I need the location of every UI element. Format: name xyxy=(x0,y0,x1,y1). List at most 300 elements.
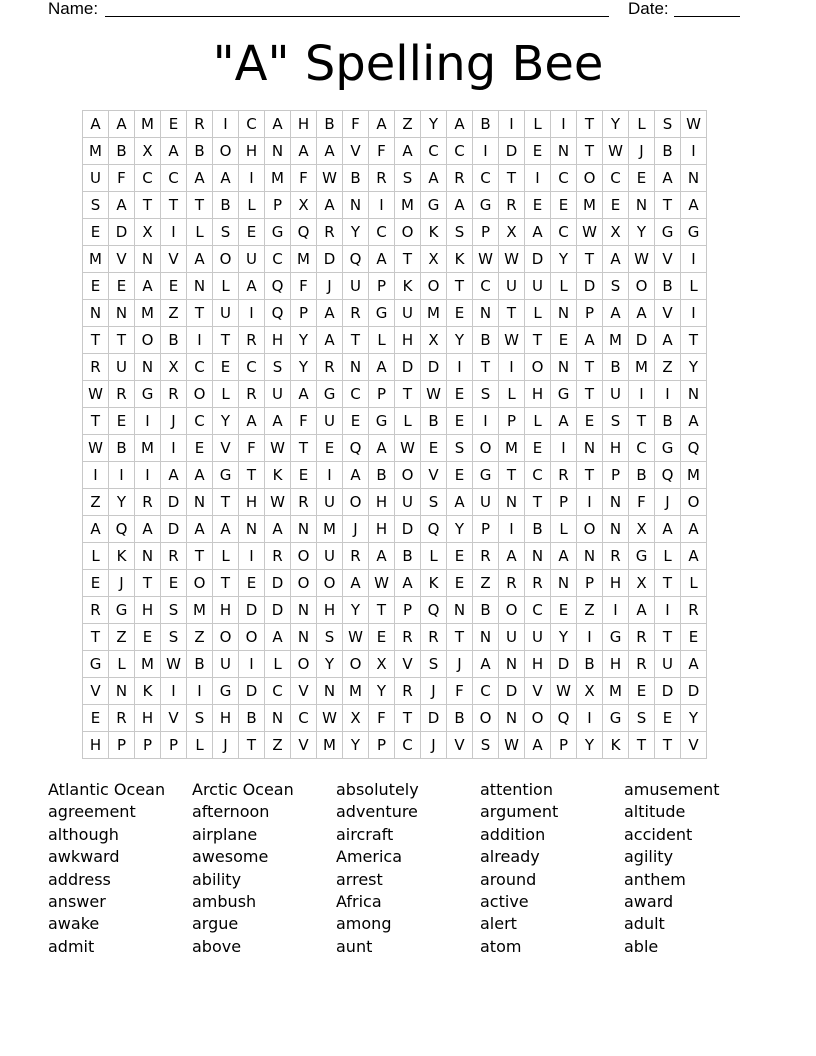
grid-letter[interactable]: U xyxy=(395,489,421,516)
grid-letter[interactable]: H xyxy=(265,327,291,354)
grid-letter[interactable]: I xyxy=(239,543,265,570)
grid-letter[interactable]: B xyxy=(343,165,369,192)
grid-letter[interactable]: A xyxy=(109,192,135,219)
grid-letter[interactable]: O xyxy=(187,570,213,597)
grid-letter[interactable]: P xyxy=(499,408,525,435)
grid-letter[interactable]: A xyxy=(135,516,161,543)
grid-letter[interactable]: H xyxy=(291,111,317,138)
grid-letter[interactable]: E xyxy=(681,624,707,651)
grid-letter[interactable]: T xyxy=(135,192,161,219)
grid-letter[interactable]: B xyxy=(577,651,603,678)
grid-letter[interactable]: D xyxy=(161,489,187,516)
grid-letter[interactable]: Q xyxy=(421,597,447,624)
grid-letter[interactable]: B xyxy=(655,138,681,165)
grid-letter[interactable]: R xyxy=(109,381,135,408)
grid-letter[interactable]: I xyxy=(655,597,681,624)
grid-letter[interactable]: T xyxy=(187,192,213,219)
grid-letter[interactable]: E xyxy=(551,327,577,354)
grid-letter[interactable]: Y xyxy=(421,111,447,138)
grid-letter[interactable]: S xyxy=(161,597,187,624)
grid-letter[interactable]: N xyxy=(343,192,369,219)
grid-letter[interactable]: M xyxy=(395,192,421,219)
grid-letter[interactable]: R xyxy=(473,543,499,570)
grid-letter[interactable]: E xyxy=(525,435,551,462)
grid-letter[interactable]: C xyxy=(187,408,213,435)
grid-letter[interactable]: L xyxy=(681,570,707,597)
grid-letter[interactable]: I xyxy=(681,138,707,165)
grid-letter[interactable]: O xyxy=(213,246,239,273)
grid-letter[interactable]: D xyxy=(551,651,577,678)
grid-letter[interactable]: F xyxy=(369,705,395,732)
grid-letter[interactable]: A xyxy=(265,111,291,138)
grid-letter[interactable]: S xyxy=(629,705,655,732)
name-blank[interactable] xyxy=(105,16,609,17)
grid-letter[interactable]: Z xyxy=(187,624,213,651)
grid-letter[interactable]: D xyxy=(655,678,681,705)
grid-letter[interactable]: E xyxy=(447,300,473,327)
grid-letter[interactable]: D xyxy=(395,354,421,381)
grid-letter[interactable]: Q xyxy=(551,705,577,732)
grid-letter[interactable]: X xyxy=(603,219,629,246)
grid-letter[interactable]: W xyxy=(343,624,369,651)
grid-letter[interactable]: L xyxy=(525,111,551,138)
grid-letter[interactable]: Y xyxy=(343,732,369,759)
grid-letter[interactable]: T xyxy=(681,327,707,354)
grid-letter[interactable]: W xyxy=(421,381,447,408)
grid-letter[interactable]: U xyxy=(499,273,525,300)
grid-letter[interactable]: E xyxy=(161,570,187,597)
grid-letter[interactable]: A xyxy=(239,273,265,300)
grid-letter[interactable]: K xyxy=(447,246,473,273)
grid-letter[interactable]: A xyxy=(603,246,629,273)
grid-letter[interactable]: Z xyxy=(265,732,291,759)
grid-letter[interactable]: T xyxy=(83,327,109,354)
grid-letter[interactable]: S xyxy=(447,219,473,246)
grid-letter[interactable]: Y xyxy=(343,597,369,624)
grid-letter[interactable]: M xyxy=(135,651,161,678)
grid-letter[interactable]: V xyxy=(525,678,551,705)
grid-letter[interactable]: H xyxy=(395,327,421,354)
grid-letter[interactable]: I xyxy=(577,705,603,732)
grid-letter[interactable]: E xyxy=(525,138,551,165)
grid-letter[interactable]: L xyxy=(83,543,109,570)
grid-letter[interactable]: M xyxy=(499,435,525,462)
grid-letter[interactable]: T xyxy=(239,462,265,489)
grid-letter[interactable]: V xyxy=(395,651,421,678)
grid-letter[interactable]: C xyxy=(265,246,291,273)
grid-letter[interactable]: X xyxy=(135,219,161,246)
grid-letter[interactable]: Z xyxy=(473,570,499,597)
grid-letter[interactable]: G xyxy=(603,705,629,732)
grid-letter[interactable]: O xyxy=(499,597,525,624)
grid-letter[interactable]: A xyxy=(369,543,395,570)
grid-letter[interactable]: S xyxy=(317,624,343,651)
grid-letter[interactable]: L xyxy=(629,111,655,138)
grid-letter[interactable]: C xyxy=(473,273,499,300)
grid-letter[interactable]: C xyxy=(421,138,447,165)
grid-letter[interactable]: O xyxy=(525,705,551,732)
grid-letter[interactable]: N xyxy=(291,624,317,651)
grid-letter[interactable]: U xyxy=(655,651,681,678)
grid-letter[interactable]: I xyxy=(499,111,525,138)
grid-letter[interactable]: T xyxy=(395,246,421,273)
grid-letter[interactable]: C xyxy=(369,219,395,246)
grid-letter[interactable]: J xyxy=(343,516,369,543)
grid-letter[interactable]: M xyxy=(83,246,109,273)
grid-letter[interactable]: F xyxy=(239,435,265,462)
grid-letter[interactable]: C xyxy=(629,435,655,462)
grid-letter[interactable]: G xyxy=(109,597,135,624)
grid-letter[interactable]: B xyxy=(525,516,551,543)
grid-letter[interactable]: X xyxy=(135,138,161,165)
grid-letter[interactable]: A xyxy=(551,408,577,435)
grid-letter[interactable]: T xyxy=(499,462,525,489)
grid-letter[interactable]: E xyxy=(239,219,265,246)
grid-letter[interactable]: B xyxy=(629,462,655,489)
grid-letter[interactable]: V xyxy=(161,246,187,273)
grid-letter[interactable]: S xyxy=(187,705,213,732)
grid-letter[interactable]: T xyxy=(577,354,603,381)
grid-letter[interactable]: R xyxy=(421,624,447,651)
grid-letter[interactable]: O xyxy=(395,219,421,246)
grid-letter[interactable]: B xyxy=(655,273,681,300)
grid-letter[interactable]: O xyxy=(291,651,317,678)
grid-letter[interactable]: T xyxy=(135,570,161,597)
grid-letter[interactable]: V xyxy=(421,462,447,489)
grid-letter[interactable]: H xyxy=(603,435,629,462)
grid-letter[interactable]: T xyxy=(213,570,239,597)
grid-letter[interactable]: O xyxy=(473,435,499,462)
grid-letter[interactable]: U xyxy=(525,273,551,300)
grid-letter[interactable]: S xyxy=(83,192,109,219)
grid-letter[interactable]: T xyxy=(577,138,603,165)
grid-letter[interactable]: T xyxy=(239,732,265,759)
grid-letter[interactable]: D xyxy=(629,327,655,354)
grid-letter[interactable]: A xyxy=(317,327,343,354)
grid-letter[interactable]: S xyxy=(473,381,499,408)
grid-letter[interactable]: T xyxy=(655,732,681,759)
grid-letter[interactable]: S xyxy=(655,111,681,138)
grid-letter[interactable]: T xyxy=(447,624,473,651)
grid-letter[interactable]: W xyxy=(577,219,603,246)
grid-letter[interactable]: O xyxy=(213,624,239,651)
grid-letter[interactable]: C xyxy=(551,165,577,192)
grid-letter[interactable]: P xyxy=(577,570,603,597)
grid-letter[interactable]: T xyxy=(395,381,421,408)
grid-letter[interactable]: G xyxy=(213,462,239,489)
grid-letter[interactable]: C xyxy=(447,138,473,165)
grid-letter[interactable]: T xyxy=(629,408,655,435)
grid-letter[interactable]: I xyxy=(603,597,629,624)
grid-letter[interactable]: K xyxy=(265,462,291,489)
grid-letter[interactable]: Q xyxy=(655,462,681,489)
grid-letter[interactable]: B xyxy=(473,327,499,354)
grid-letter[interactable]: E xyxy=(213,354,239,381)
grid-letter[interactable]: A xyxy=(369,354,395,381)
grid-letter[interactable]: L xyxy=(525,300,551,327)
grid-letter[interactable]: M xyxy=(135,111,161,138)
grid-letter[interactable]: A xyxy=(135,273,161,300)
grid-letter[interactable]: Z xyxy=(83,489,109,516)
grid-letter[interactable]: X xyxy=(629,516,655,543)
grid-letter[interactable]: E xyxy=(187,435,213,462)
grid-letter[interactable]: M xyxy=(681,462,707,489)
grid-letter[interactable]: T xyxy=(83,624,109,651)
grid-letter[interactable]: P xyxy=(135,732,161,759)
grid-letter[interactable]: E xyxy=(447,408,473,435)
grid-letter[interactable]: N xyxy=(499,705,525,732)
grid-letter[interactable]: A xyxy=(525,219,551,246)
grid-letter[interactable]: S xyxy=(603,273,629,300)
grid-letter[interactable]: L xyxy=(655,543,681,570)
grid-letter[interactable]: D xyxy=(317,246,343,273)
grid-letter[interactable]: D xyxy=(239,597,265,624)
grid-letter[interactable]: Q xyxy=(343,246,369,273)
grid-letter[interactable]: A xyxy=(681,651,707,678)
grid-letter[interactable]: E xyxy=(291,462,317,489)
grid-letter[interactable]: I xyxy=(161,219,187,246)
grid-letter[interactable]: J xyxy=(655,489,681,516)
grid-letter[interactable]: T xyxy=(109,327,135,354)
grid-letter[interactable]: R xyxy=(161,381,187,408)
grid-letter[interactable]: M xyxy=(187,597,213,624)
grid-letter[interactable]: U xyxy=(499,624,525,651)
grid-letter[interactable]: W xyxy=(161,651,187,678)
grid-letter[interactable]: W xyxy=(551,678,577,705)
grid-letter[interactable]: A xyxy=(187,246,213,273)
grid-letter[interactable]: R xyxy=(395,678,421,705)
grid-letter[interactable]: N xyxy=(681,381,707,408)
grid-letter[interactable]: O xyxy=(343,489,369,516)
grid-letter[interactable]: F xyxy=(343,111,369,138)
grid-letter[interactable]: A xyxy=(681,516,707,543)
grid-letter[interactable]: G xyxy=(473,192,499,219)
grid-letter[interactable]: T xyxy=(395,705,421,732)
grid-letter[interactable]: I xyxy=(473,408,499,435)
grid-letter[interactable]: B xyxy=(421,408,447,435)
grid-letter[interactable]: T xyxy=(577,111,603,138)
grid-letter[interactable]: I xyxy=(551,435,577,462)
grid-letter[interactable]: D xyxy=(577,273,603,300)
grid-letter[interactable]: T xyxy=(525,489,551,516)
grid-letter[interactable]: X xyxy=(499,219,525,246)
grid-letter[interactable]: A xyxy=(655,516,681,543)
grid-letter[interactable]: O xyxy=(135,327,161,354)
grid-letter[interactable]: N xyxy=(603,489,629,516)
grid-letter[interactable]: H xyxy=(239,489,265,516)
grid-letter[interactable]: A xyxy=(83,516,109,543)
grid-letter[interactable]: A xyxy=(291,138,317,165)
grid-letter[interactable]: S xyxy=(265,354,291,381)
grid-letter[interactable]: E xyxy=(83,705,109,732)
grid-letter[interactable]: O xyxy=(239,624,265,651)
grid-letter[interactable]: R xyxy=(551,462,577,489)
grid-letter[interactable]: A xyxy=(655,165,681,192)
grid-letter[interactable]: A xyxy=(681,192,707,219)
grid-letter[interactable]: L xyxy=(681,273,707,300)
grid-letter[interactable]: W xyxy=(265,435,291,462)
grid-letter[interactable]: H xyxy=(83,732,109,759)
grid-letter[interactable]: R xyxy=(525,570,551,597)
grid-letter[interactable]: A xyxy=(551,543,577,570)
grid-letter[interactable]: C xyxy=(239,111,265,138)
grid-letter[interactable]: N xyxy=(291,516,317,543)
grid-letter[interactable]: E xyxy=(447,543,473,570)
grid-letter[interactable]: J xyxy=(213,732,239,759)
grid-letter[interactable]: A xyxy=(447,489,473,516)
grid-letter[interactable]: X xyxy=(577,678,603,705)
grid-letter[interactable]: I xyxy=(317,462,343,489)
grid-letter[interactable]: N xyxy=(109,678,135,705)
grid-letter[interactable]: E xyxy=(525,192,551,219)
grid-letter[interactable]: Q xyxy=(265,300,291,327)
grid-letter[interactable]: I xyxy=(213,111,239,138)
grid-letter[interactable]: W xyxy=(499,246,525,273)
grid-letter[interactable]: I xyxy=(109,462,135,489)
grid-letter[interactable]: E xyxy=(603,192,629,219)
grid-letter[interactable]: J xyxy=(629,138,655,165)
grid-letter[interactable]: E xyxy=(343,408,369,435)
grid-letter[interactable]: A xyxy=(161,138,187,165)
grid-letter[interactable]: G xyxy=(317,381,343,408)
grid-letter[interactable]: J xyxy=(421,732,447,759)
grid-letter[interactable]: I xyxy=(681,300,707,327)
grid-letter[interactable]: A xyxy=(83,111,109,138)
grid-letter[interactable]: U xyxy=(317,489,343,516)
grid-letter[interactable]: S xyxy=(213,219,239,246)
grid-letter[interactable]: L xyxy=(395,408,421,435)
grid-letter[interactable]: T xyxy=(577,381,603,408)
grid-letter[interactable]: C xyxy=(291,705,317,732)
grid-letter[interactable]: D xyxy=(109,219,135,246)
grid-letter[interactable]: Q xyxy=(681,435,707,462)
grid-letter[interactable]: B xyxy=(395,543,421,570)
grid-letter[interactable]: M xyxy=(317,516,343,543)
grid-letter[interactable]: Y xyxy=(291,354,317,381)
grid-letter[interactable]: T xyxy=(473,354,499,381)
grid-letter[interactable]: E xyxy=(577,408,603,435)
grid-letter[interactable]: P xyxy=(161,732,187,759)
grid-letter[interactable]: R xyxy=(629,624,655,651)
grid-letter[interactable]: I xyxy=(499,516,525,543)
grid-letter[interactable]: E xyxy=(447,570,473,597)
grid-letter[interactable]: T xyxy=(577,246,603,273)
grid-letter[interactable]: N xyxy=(265,705,291,732)
grid-letter[interactable]: F xyxy=(629,489,655,516)
grid-letter[interactable]: T xyxy=(655,624,681,651)
grid-letter[interactable]: S xyxy=(421,651,447,678)
grid-letter[interactable]: G xyxy=(603,624,629,651)
grid-letter[interactable]: B xyxy=(161,327,187,354)
grid-letter[interactable]: U xyxy=(239,246,265,273)
grid-letter[interactable]: U xyxy=(109,354,135,381)
grid-letter[interactable]: T xyxy=(447,273,473,300)
grid-letter[interactable]: W xyxy=(395,435,421,462)
grid-letter[interactable]: I xyxy=(577,624,603,651)
grid-letter[interactable]: P xyxy=(551,489,577,516)
grid-letter[interactable]: E xyxy=(83,219,109,246)
grid-letter[interactable]: B xyxy=(473,111,499,138)
grid-letter[interactable]: O xyxy=(473,705,499,732)
grid-letter[interactable]: W xyxy=(603,138,629,165)
grid-letter[interactable]: A xyxy=(265,516,291,543)
grid-letter[interactable]: H xyxy=(213,705,239,732)
grid-letter[interactable]: N xyxy=(473,300,499,327)
grid-letter[interactable]: P xyxy=(577,300,603,327)
grid-letter[interactable]: O xyxy=(395,462,421,489)
grid-letter[interactable]: A xyxy=(161,462,187,489)
grid-letter[interactable]: A xyxy=(395,570,421,597)
grid-letter[interactable]: N xyxy=(681,165,707,192)
grid-letter[interactable]: O xyxy=(291,543,317,570)
grid-letter[interactable]: I xyxy=(161,678,187,705)
grid-letter[interactable]: R xyxy=(83,597,109,624)
grid-letter[interactable]: R xyxy=(395,624,421,651)
grid-letter[interactable]: T xyxy=(213,327,239,354)
grid-letter[interactable]: E xyxy=(655,705,681,732)
grid-letter[interactable]: I xyxy=(499,354,525,381)
grid-letter[interactable]: L xyxy=(109,651,135,678)
grid-letter[interactable]: N xyxy=(603,516,629,543)
grid-letter[interactable]: L xyxy=(551,273,577,300)
grid-letter[interactable]: F xyxy=(369,138,395,165)
grid-letter[interactable]: H xyxy=(603,570,629,597)
grid-letter[interactable]: T xyxy=(655,192,681,219)
grid-letter[interactable]: N xyxy=(525,543,551,570)
grid-letter[interactable]: R xyxy=(239,381,265,408)
grid-letter[interactable]: G xyxy=(369,300,395,327)
grid-letter[interactable]: V xyxy=(161,705,187,732)
grid-letter[interactable]: P xyxy=(265,192,291,219)
grid-letter[interactable]: E xyxy=(83,273,109,300)
grid-letter[interactable]: D xyxy=(681,678,707,705)
grid-letter[interactable]: O xyxy=(577,516,603,543)
grid-letter[interactable]: E xyxy=(551,597,577,624)
grid-letter[interactable]: H xyxy=(135,705,161,732)
grid-letter[interactable]: D xyxy=(161,516,187,543)
grid-letter[interactable]: G xyxy=(473,462,499,489)
grid-letter[interactable]: V xyxy=(655,300,681,327)
grid-letter[interactable]: H xyxy=(369,489,395,516)
grid-letter[interactable]: H xyxy=(369,516,395,543)
grid-letter[interactable]: T xyxy=(343,327,369,354)
grid-letter[interactable]: D xyxy=(265,597,291,624)
grid-letter[interactable]: Y xyxy=(343,219,369,246)
grid-letter[interactable]: O xyxy=(187,381,213,408)
grid-letter[interactable]: M xyxy=(603,327,629,354)
grid-letter[interactable]: V xyxy=(343,138,369,165)
grid-letter[interactable]: T xyxy=(369,597,395,624)
grid-letter[interactable]: Q xyxy=(291,219,317,246)
grid-letter[interactable]: O xyxy=(213,138,239,165)
grid-letter[interactable]: W xyxy=(369,570,395,597)
grid-letter[interactable]: A xyxy=(187,516,213,543)
grid-letter[interactable]: U xyxy=(603,381,629,408)
grid-letter[interactable]: U xyxy=(525,624,551,651)
grid-letter[interactable]: U xyxy=(213,651,239,678)
grid-letter[interactable]: W xyxy=(499,732,525,759)
grid-letter[interactable]: R xyxy=(291,489,317,516)
grid-letter[interactable]: M xyxy=(135,435,161,462)
grid-letter[interactable]: D xyxy=(239,678,265,705)
grid-letter[interactable]: R xyxy=(343,543,369,570)
grid-letter[interactable]: M xyxy=(577,192,603,219)
grid-letter[interactable]: N xyxy=(577,543,603,570)
grid-letter[interactable]: S xyxy=(421,489,447,516)
grid-letter[interactable]: A xyxy=(317,300,343,327)
grid-letter[interactable]: V xyxy=(447,732,473,759)
grid-letter[interactable]: Y xyxy=(447,516,473,543)
